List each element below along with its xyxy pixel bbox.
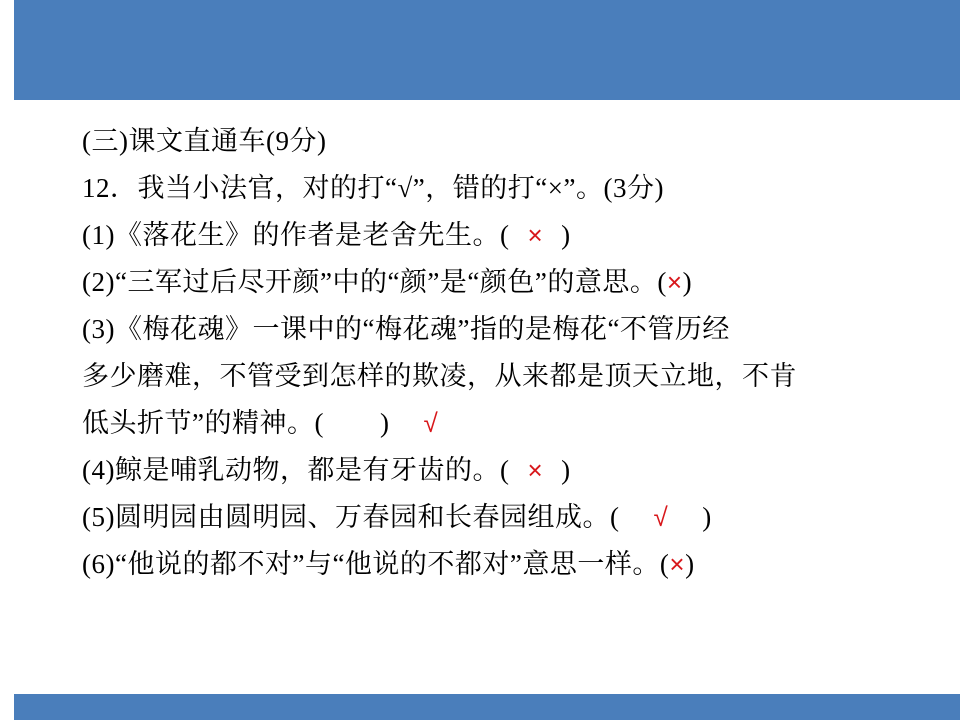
item-2-label: (2) (82, 267, 115, 297)
item-2-answer-mark: × (666, 267, 683, 297)
item-1-text: 《落花生》的作者是老舍先生。( (114, 220, 510, 250)
item-1-close: ) (561, 220, 571, 250)
item-3-text-3: 低头折节”的精神。( (82, 408, 324, 438)
item-6-close: ) (685, 549, 695, 579)
item-6-text: “他说的都不对”与“他说的不都对”意思一样。( (114, 549, 670, 579)
question-item-3-line-1 (82, 306, 926, 353)
item-3-text-2: 多少磨难，不管受到怎样的欺凌，从来都是顶天立地，不肯 (82, 361, 797, 391)
question-item-6 (82, 541, 926, 588)
item-3-close: ) (379, 408, 390, 438)
item-4-close: ) (561, 455, 571, 485)
section-heading: (三)课文直通车(9分) (82, 126, 327, 156)
top-decorative-band (14, 0, 960, 100)
question-item-1 (82, 212, 926, 259)
slide-content (14, 100, 960, 694)
item-4-text: 鲸是哺乳动物，都是有牙齿的。( (114, 455, 510, 485)
item-1-answer-mark: × (527, 220, 544, 250)
item-1-label: (1) (82, 220, 115, 250)
item-2-close: ) (682, 267, 693, 297)
question-item-5 (82, 494, 926, 541)
item-4-label: (4) (82, 455, 115, 485)
item-4-answer-mark: × (527, 455, 544, 485)
question-item-4 (82, 447, 926, 494)
item-3-text-1: 《梅花魂》一课中的“梅花魂”指的是梅花“不管历经 (114, 314, 730, 344)
item-3-answer-mark: √ (423, 408, 439, 438)
item-5-close: ) (702, 502, 712, 532)
left-margin-band (0, 0, 14, 720)
item-3-label: (3) (82, 314, 115, 344)
item-2-text: “三军过后尽开颜”中的“颜”是“颜色”的意思。( (114, 267, 667, 297)
item-5-answer-mark: √ (653, 502, 669, 532)
item-5-text: 圆明园由圆明园、万春园和长春园组成。( (114, 502, 620, 532)
question-prompt: 12．我当小法官，对的打“√”，错的打“×”。(3分) (82, 173, 664, 203)
question-item-3-line-3 (82, 400, 926, 447)
question-item-2 (82, 259, 926, 306)
item-6-label: (6) (82, 549, 115, 579)
question-item-3-line-2 (82, 353, 926, 400)
bottom-decorative-band (14, 694, 960, 720)
item-6-answer-mark: × (669, 549, 686, 579)
item-5-label: (5) (82, 502, 115, 532)
